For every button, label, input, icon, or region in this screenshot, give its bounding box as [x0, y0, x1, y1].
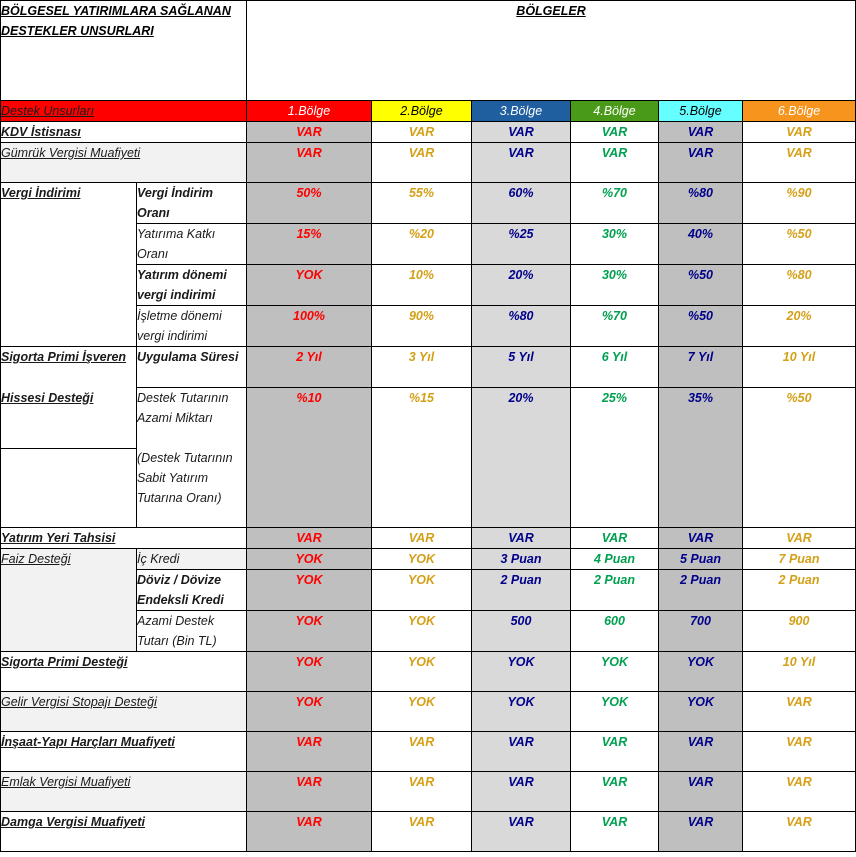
cell-value: %20 — [372, 224, 472, 265]
cell-value: VAR — [571, 772, 659, 812]
cell-value: YOK — [659, 692, 743, 732]
cell-value: VAR — [372, 122, 472, 143]
cell-value: %50 — [743, 224, 856, 265]
cell-value: VAR — [743, 772, 856, 812]
cell-value: 2 Puan — [472, 570, 571, 611]
cell-value: YOK — [372, 570, 472, 611]
regions-title: BÖLGELER — [247, 1, 856, 101]
cell-value: VAR — [659, 122, 743, 143]
cell-value: YOK — [372, 549, 472, 570]
table-row — [1, 652, 856, 692]
cell-value: 700 — [659, 611, 743, 652]
spacer — [137, 428, 246, 448]
sub-label: İşletme dönemi vergi indirimi — [137, 306, 247, 347]
cell-value: 7 Yıl — [659, 347, 743, 388]
sub-label-note: (Destek Tutarının Sabit Yatırım Tutarına Oranı) — [137, 451, 233, 505]
region-header-4: 4.Bölge — [571, 101, 659, 122]
table-title: BÖLGESEL YATIRIMLARA SAĞLANAN DESTEKLER UNSURLARI — [1, 1, 247, 101]
cell-value: 5 Yıl — [472, 347, 571, 388]
cell-value: %80 — [659, 183, 743, 224]
cell-value: VAR — [571, 732, 659, 772]
cell-value: VAR — [472, 143, 571, 183]
cell-value: 3 Yıl — [372, 347, 472, 388]
cell-value: %50 — [659, 265, 743, 306]
cell-value: YOK — [372, 692, 472, 732]
cell-value: 2 Yıl — [247, 347, 372, 388]
cell-value: 60% — [472, 183, 571, 224]
cell-value: VAR — [571, 122, 659, 143]
table-row — [1, 692, 856, 732]
cell-value: VAR — [372, 772, 472, 812]
cell-value: YOK — [247, 570, 372, 611]
cell-value: VAR — [571, 812, 659, 852]
cell-value: %25 — [472, 224, 571, 265]
cell-value: VAR — [372, 812, 472, 852]
cell-value: YOK — [247, 692, 372, 732]
region-header-6: 6.Bölge — [743, 101, 856, 122]
cell-value: 10 Yıl — [743, 347, 856, 388]
cell-value: VAR — [743, 692, 856, 732]
row-label: Emlak Vergisi Muafiyeti — [1, 772, 247, 812]
cell-value: VAR — [472, 122, 571, 143]
table-row — [1, 772, 856, 812]
cell-value: YOK — [472, 692, 571, 732]
cell-value: VAR — [247, 812, 372, 852]
cell-value: YOK — [472, 652, 571, 692]
cell-value: 4 Puan — [571, 549, 659, 570]
cell-value: %50 — [659, 306, 743, 347]
cell-value: YOK — [571, 652, 659, 692]
row-label: Faiz Desteği — [1, 549, 137, 652]
cell-value: 600 — [571, 611, 659, 652]
cell-value: VAR — [659, 772, 743, 812]
cell-value: 100% — [247, 306, 372, 347]
row-label: Sigorta Primi İşveren — [1, 347, 137, 388]
cell-value: 35% — [659, 388, 743, 528]
region-header-3: 3.Bölge — [472, 101, 571, 122]
cell-value: VAR — [372, 143, 472, 183]
cell-value: VAR — [472, 732, 571, 772]
cell-value: VAR — [743, 122, 856, 143]
cell-value: 90% — [372, 306, 472, 347]
cell-value: 40% — [659, 224, 743, 265]
row-label: Sigorta Primi Desteği — [1, 652, 247, 692]
table-row — [1, 812, 856, 852]
cell-value: 500 — [472, 611, 571, 652]
cell-value: YOK — [372, 611, 472, 652]
cell-value: 20% — [472, 265, 571, 306]
sub-label — [137, 388, 247, 528]
cell-value: VAR — [659, 143, 743, 183]
cell-value: YOK — [247, 611, 372, 652]
sub-label: Uygulama Süresi — [137, 347, 247, 388]
cell-value: 7 Puan — [743, 549, 856, 570]
cell-value: %90 — [743, 183, 856, 224]
table-row — [1, 528, 856, 549]
cell-value: 10% — [372, 265, 472, 306]
cell-value: %50 — [743, 388, 856, 528]
cell-value: %15 — [372, 388, 472, 528]
region-header-1: 1.Bölge — [247, 101, 372, 122]
cell-value: VAR — [472, 812, 571, 852]
cell-value: VAR — [659, 528, 743, 549]
cell-value: YOK — [571, 692, 659, 732]
cell-value: 900 — [743, 611, 856, 652]
cell-value: 30% — [571, 224, 659, 265]
cell-value: YOK — [247, 549, 372, 570]
cell-value: VAR — [247, 732, 372, 772]
cell-value: 20% — [743, 306, 856, 347]
cell-value: %70 — [571, 306, 659, 347]
sub-label: Vergi İndirim Oranı — [137, 183, 247, 224]
header-label: Destek Unsurları — [1, 101, 247, 122]
row-label: Vergi İndirimi — [1, 183, 137, 347]
row-label: Gelir Vergisi Stopajı Desteği — [1, 692, 247, 732]
cell-value: YOK — [247, 652, 372, 692]
cell-value: 15% — [247, 224, 372, 265]
cell-value: 10 Yıl — [743, 652, 856, 692]
cell-value: YOK — [247, 265, 372, 306]
cell-value: %80 — [472, 306, 571, 347]
cell-value: YOK — [659, 652, 743, 692]
cell-value: VAR — [743, 812, 856, 852]
cell-value: VAR — [743, 732, 856, 772]
cell-value: YOK — [372, 652, 472, 692]
cell-value: %80 — [743, 265, 856, 306]
cell-value: 55% — [372, 183, 472, 224]
table-row — [1, 549, 856, 570]
cell-value: VAR — [743, 528, 856, 549]
sub-label: Yatırım dönemi vergi indirimi — [137, 265, 247, 306]
table-row — [1, 122, 856, 143]
table-row — [1, 388, 856, 528]
cell-value: 6 Yıl — [571, 347, 659, 388]
cell-value: VAR — [472, 772, 571, 812]
cell-value: 5 Puan — [659, 549, 743, 570]
cell-value: VAR — [247, 122, 372, 143]
cell-value: 2 Puan — [743, 570, 856, 611]
cell-value: VAR — [372, 528, 472, 549]
row-label: Damga Vergisi Muafiyeti — [1, 812, 247, 852]
cell-value: %70 — [571, 183, 659, 224]
row-label: Hissesi Desteği — [1, 388, 137, 528]
cell-value: 2 Puan — [571, 570, 659, 611]
table-row — [1, 732, 856, 772]
cell-value: %10 — [247, 388, 372, 528]
sub-label: Azami Destek Tutarı (Bin TL) — [137, 611, 247, 652]
row-label: Gümrük Vergisi Muafiyeti — [1, 143, 247, 183]
table-row — [1, 347, 856, 388]
cell-value: VAR — [472, 528, 571, 549]
cell-value: VAR — [372, 732, 472, 772]
cell-value: VAR — [247, 772, 372, 812]
region-header-2: 2.Bölge — [372, 101, 472, 122]
cell-value: 50% — [247, 183, 372, 224]
row-label: KDV İstisnası — [1, 122, 247, 143]
cell-value: VAR — [247, 528, 372, 549]
cell-value: VAR — [571, 143, 659, 183]
cell-value: 30% — [571, 265, 659, 306]
cell-value: VAR — [659, 812, 743, 852]
cell-value: 2 Puan — [659, 570, 743, 611]
sub-label: Yatırıma Katkı Oranı — [137, 224, 247, 265]
cell-value: 3 Puan — [472, 549, 571, 570]
cell-value: VAR — [743, 143, 856, 183]
cell-value: VAR — [571, 528, 659, 549]
cell-value: 20% — [472, 388, 571, 528]
row-label: İnşaat-Yapı Harçları Muafiyeti — [1, 732, 247, 772]
cell-value: VAR — [247, 143, 372, 183]
sub-label: Döviz / Dövize Endeksli Kredi — [137, 570, 247, 611]
region-header-5: 5.Bölge — [659, 101, 743, 122]
row-label: Yatırım Yeri Tahsisi — [1, 528, 247, 549]
table-row — [1, 143, 856, 183]
cell-value: VAR — [659, 732, 743, 772]
table-row — [1, 183, 856, 224]
cell-value: 25% — [571, 388, 659, 528]
sub-label: İç Kredi — [137, 549, 247, 570]
sub-label-main: Destek Tutarının Azami Miktarı — [137, 391, 229, 425]
